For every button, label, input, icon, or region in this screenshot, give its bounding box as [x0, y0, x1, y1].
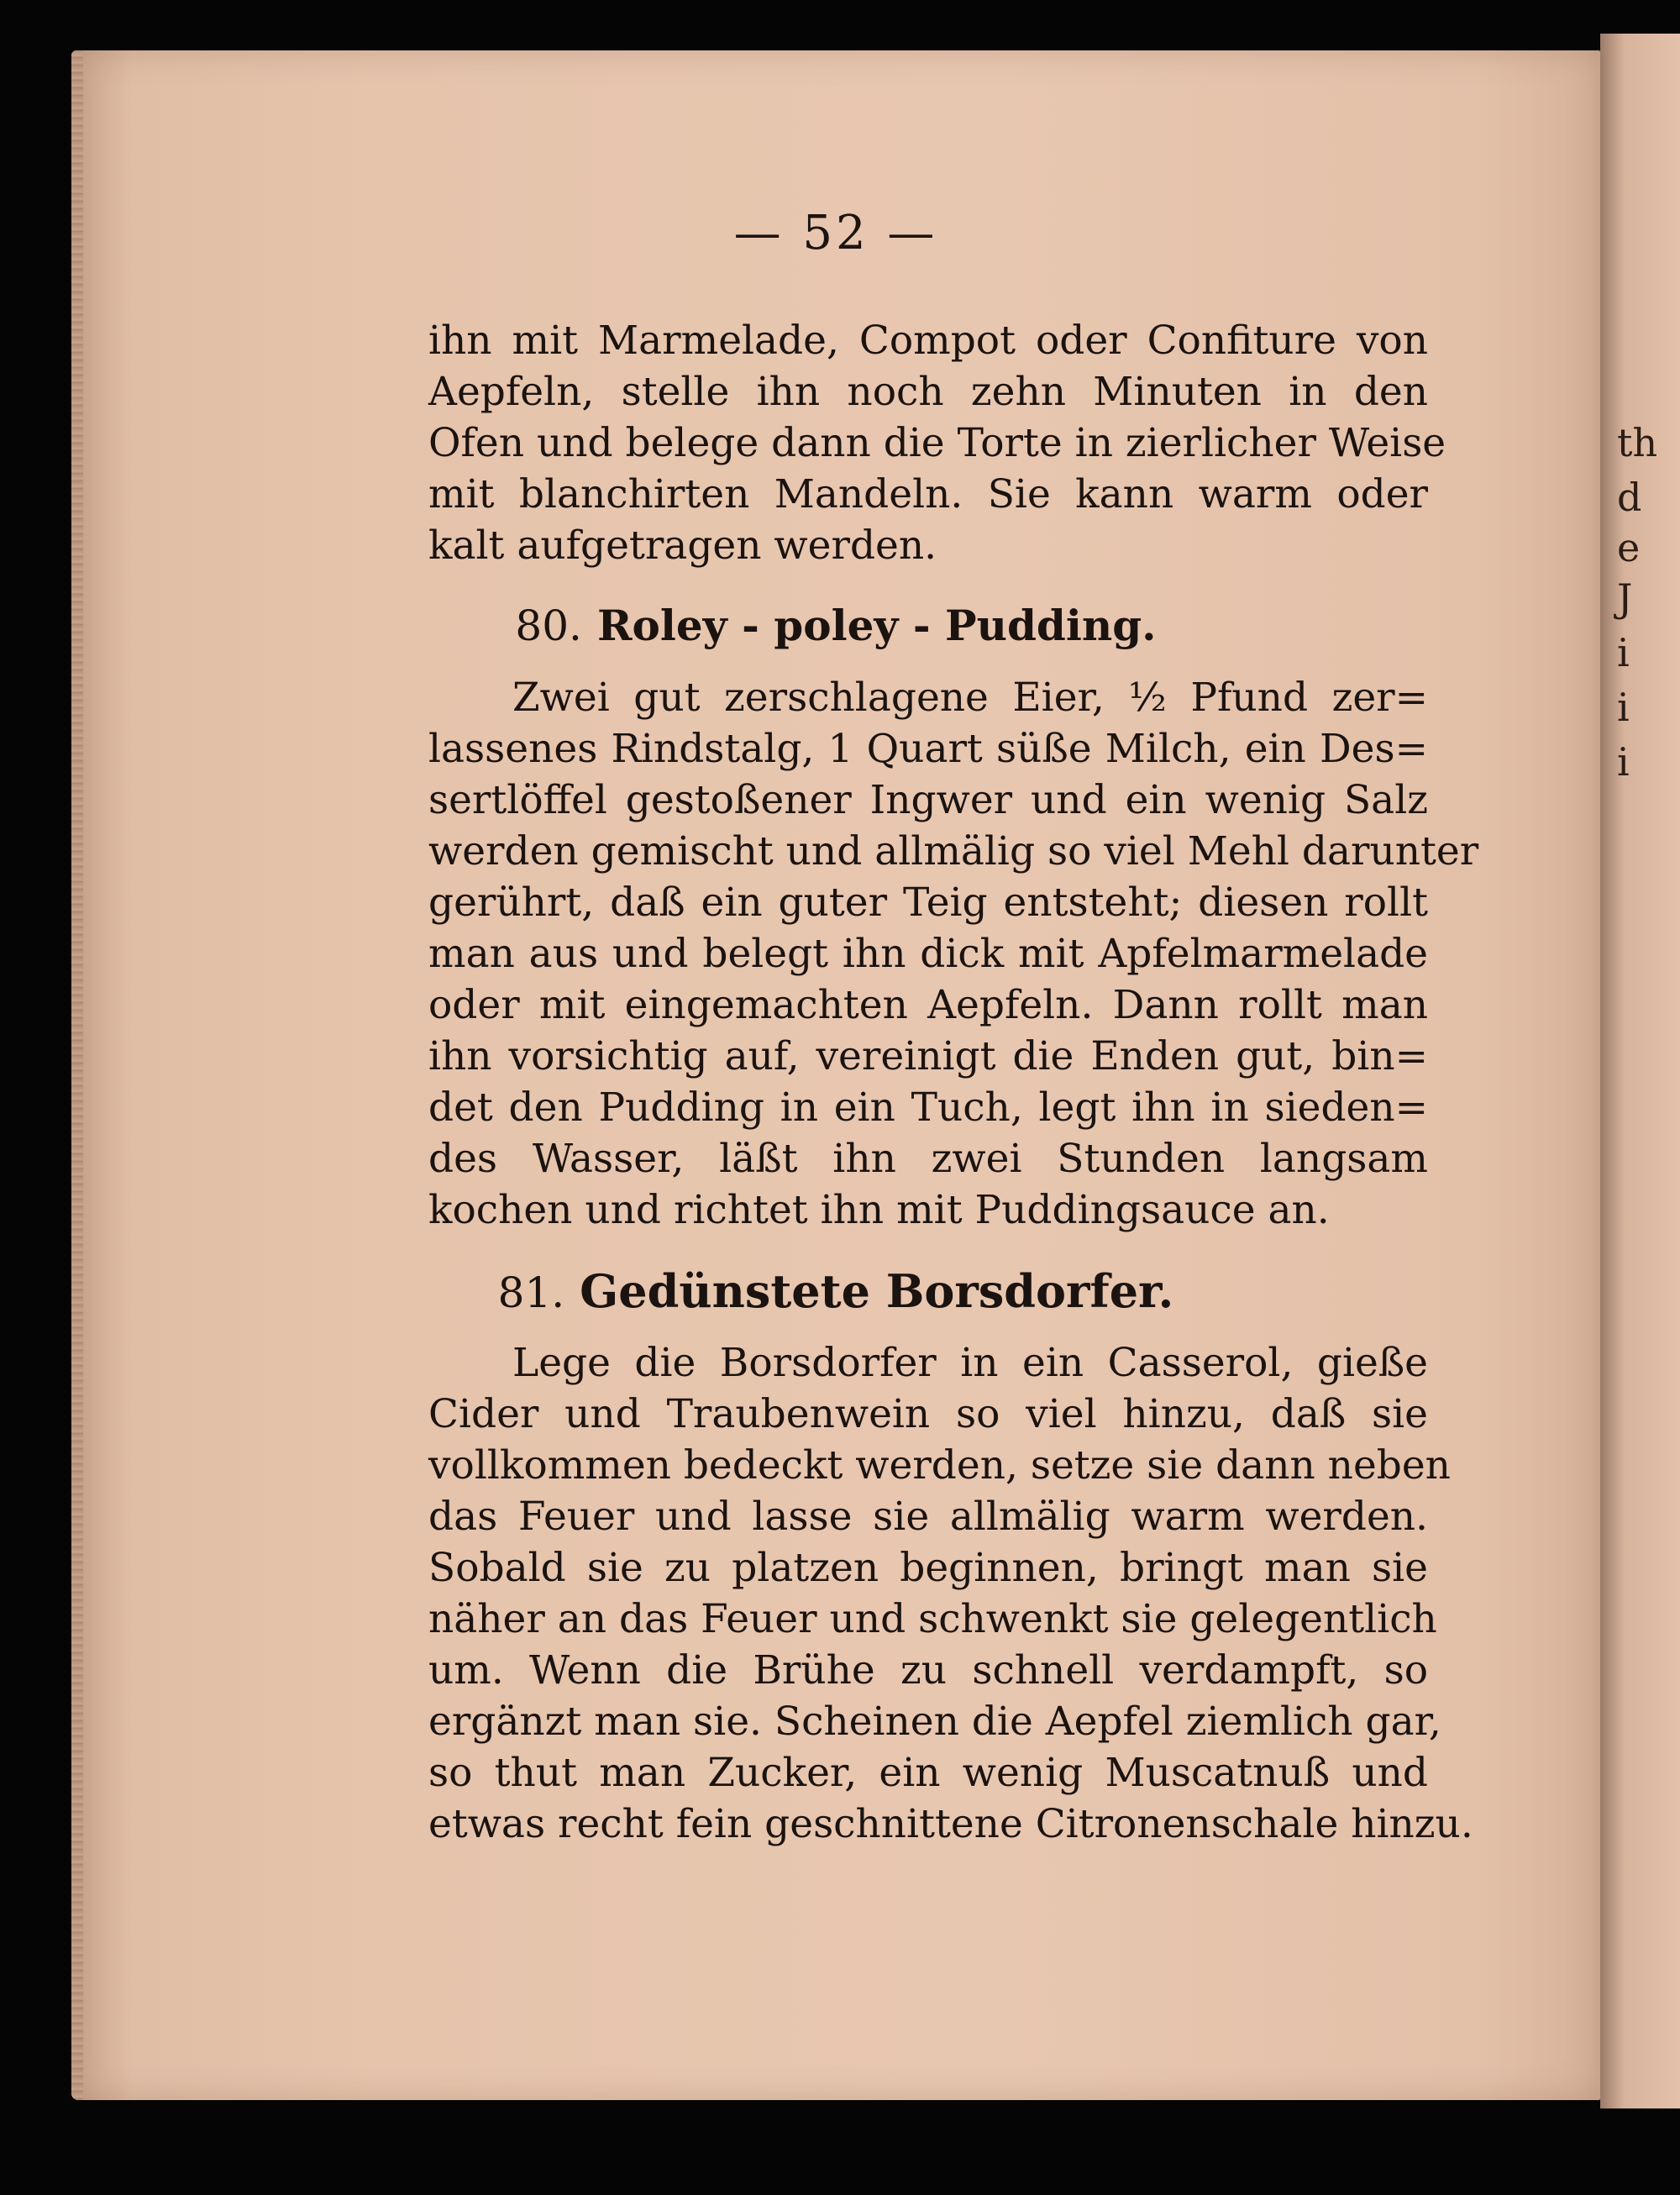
text-line: ihn vorsichtig auf, vereinigt die Enden gut, bin= — [428, 1033, 1428, 1079]
adjacent-fragment: i — [1617, 739, 1630, 785]
text-line: vollkommen bedeckt werden, setze sie dann neben — [428, 1442, 1451, 1489]
recipe-number: 80. — [515, 601, 582, 650]
adjacent-fragment: e — [1617, 525, 1641, 570]
page-edge — [71, 50, 83, 2100]
adjacent-page — [1600, 34, 1680, 2108]
adjacent-fragment: i — [1617, 685, 1630, 730]
recipe-80-body — [428, 672, 1479, 1236]
recipe-number: 81. — [497, 1268, 565, 1317]
adjacent-fragment: th — [1617, 420, 1658, 465]
text-line: etwas recht fein geschnittene Citronenschale hinzu. — [428, 1801, 1473, 1847]
adjacent-fragment: d — [1617, 475, 1642, 520]
adjacent-fragment: i — [1617, 630, 1630, 675]
text-line: gerührt, daß ein guter Teig entsteht; diesen rollt — [428, 880, 1428, 926]
text-line: ergänzt man sie. Scheinen die Aepfel ziemlich gar, — [428, 1699, 1441, 1745]
text-line: Lege die Borsdorfer in ein Casserol, gieße — [512, 1340, 1428, 1386]
text-line: man aus und belegt ihn dick mit Apfelmarmelade — [428, 931, 1428, 977]
text-line: näher an das Feuer und schwenkt sie gelegentlich — [428, 1596, 1437, 1642]
recipe-heading-81 — [71, 1264, 1600, 1318]
text-line: lassenes Rindstalg, 1 Quart süße Milch, ein Des= — [428, 726, 1428, 772]
recipe-heading-80 — [71, 601, 1600, 650]
text-line: so thut man Zucker, ein wenig Muscatnuß und — [428, 1750, 1428, 1796]
text-line: kalt aufgetragen werden. — [428, 522, 937, 569]
recipe-title: Gedünstete Borsdorfer. — [580, 1264, 1174, 1318]
text-line: ihn mit Marmelade, Compot oder Confiture von — [428, 318, 1428, 364]
text-line: das Feuer und lasse sie allmälig warm werden. — [428, 1494, 1428, 1540]
text-line: Aepfeln, stelle ihn noch zehn Minuten in den — [428, 369, 1428, 415]
text-line: oder mit eingemachten Aepfeln. Dann rollt man — [428, 982, 1428, 1028]
text-line: Ofen und belege dann die Torte in zierlicher Weise — [428, 420, 1446, 466]
text-line: Cider und Traubenwein so viel hinzu, daß sie — [428, 1391, 1428, 1437]
text-line: des Wasser, läßt ihn zwei Stunden langsam — [428, 1136, 1428, 1182]
text-line: mit blanchirten Mandeln. Sie kann warm oder — [428, 471, 1428, 517]
page-number: — 52 — — [733, 206, 938, 260]
text-line: kochen und richtet ihn mit Puddingsauce an. — [428, 1187, 1330, 1233]
text-line: Zwei gut zerschlagene Eier, ½ Pfund zer= — [512, 675, 1428, 721]
text-line: Sobald sie zu platzen beginnen, bringt man sie — [428, 1545, 1428, 1591]
intro-paragraph — [428, 315, 1446, 571]
recipe-81-body — [428, 1337, 1473, 1850]
adjacent-fragment: J — [1617, 575, 1633, 621]
recipe-title: Roley - poley - Pudding. — [596, 601, 1157, 650]
text-line: sertlöffel gestoßener Ingwer und ein wenig Salz — [428, 777, 1428, 823]
text-line: det den Pudding in ein Tuch, legt ihn in sieden= — [428, 1084, 1428, 1131]
text-line: um. Wenn die Brühe zu schnell verdampft, so — [428, 1647, 1428, 1694]
text-line: werden gemischt und allmälig so viel Mehl darunter — [428, 828, 1479, 874]
